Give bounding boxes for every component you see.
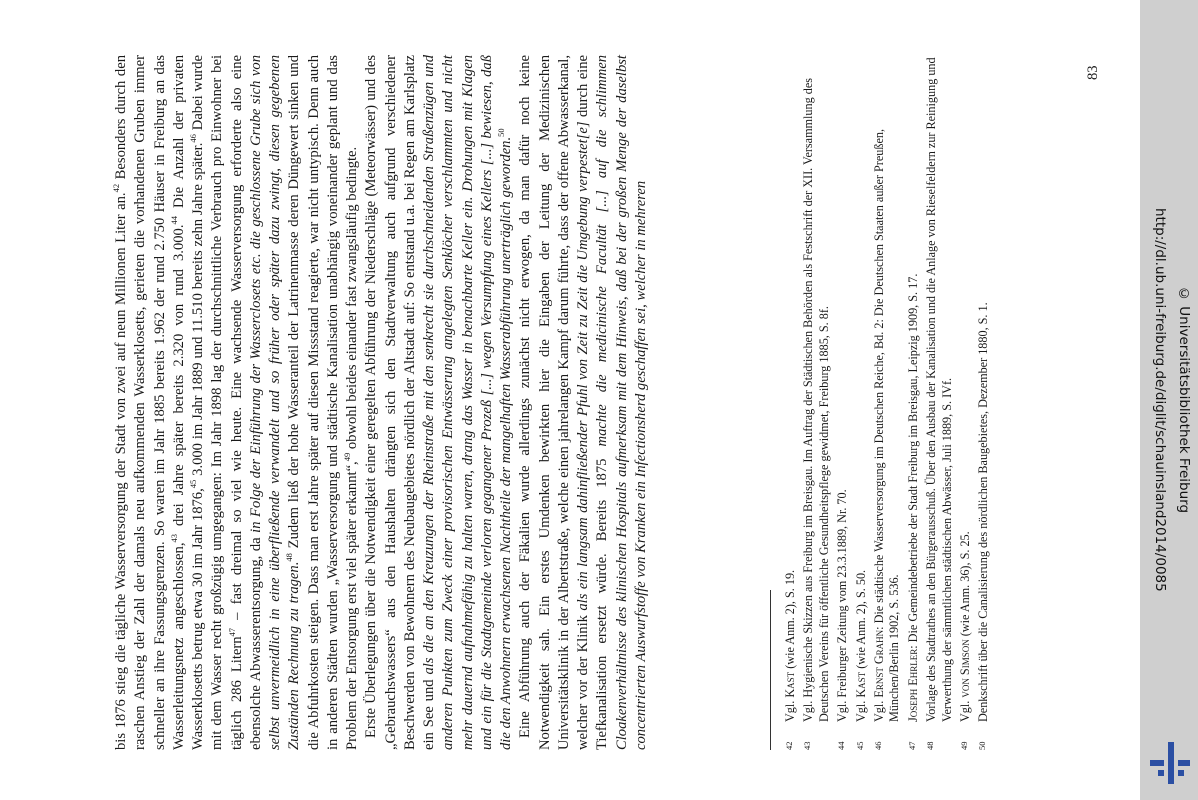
- footnote-text: Vorlage des Stadtrathes an den Bürgerausschuß. Über den Ausbau der Kanalisation und die Anlage von Rieselfeldern zur Reinigung und Verwerthung der sämmtlichen städtischen Abwässer, Juli 1889, S. IVf.: [924, 57, 954, 722]
- footnote: [835, 55, 850, 750]
- footnote-text: Vgl. Kast (wie Anm. 2), S. 50.: [853, 569, 868, 722]
- footnote-number: 43: [802, 741, 813, 750]
- footnote-reference[interactable]: 49: [342, 452, 352, 462]
- university-library-logo-icon: [1150, 742, 1190, 784]
- footnote: [801, 55, 832, 750]
- footnote-text: Vgl. Kast (wie Anm. 2), S. 19.: [783, 569, 797, 722]
- footnote-number: 45: [854, 741, 865, 750]
- footnote-reference[interactable]: 50: [496, 128, 506, 137]
- footnote-text: Joseph Ehrler: Die Gemeindebetriebe der Stadt Freiburg im Breisgau, Leipzig 1909, S. 17.: [905, 273, 920, 722]
- footnote-divider: [770, 590, 771, 750]
- footnote-number: 49: [959, 741, 970, 750]
- page-number: 83: [1085, 65, 1101, 80]
- footnote-number: 48: [925, 741, 936, 750]
- footnote-reference[interactable]: 47: [226, 627, 237, 637]
- footnote-text: Vgl. Freiburger Zeitung vom 23.3.1889, Nr. 70.: [835, 489, 850, 722]
- author-name: Kast: [783, 671, 797, 698]
- footnote-reference[interactable]: 42: [111, 183, 121, 193]
- footnote: [906, 55, 921, 750]
- footnote-number: 42: [784, 741, 794, 750]
- footnote-number: 46: [873, 741, 884, 750]
- quotation-italic: machte die medicinische Facultät [...] auf die schlimmen Cloakenverhältnisse des klinischen Hospitals aufmerksam mit dem Hinweis, daß bei der großen Menge der daselbst concentrierten Auswurfstoffe von Kranken ein Infectionsherd geschaffen sei, welcher in mehreren: [594, 54, 649, 750]
- source-url[interactable]: http://dl.ub.uni-freiburg.de/diglit/schauinsland2014/0085: [1152, 208, 1168, 592]
- paragraph-1: bis 1876 stieg die tägliche Wasserversorgung der Stadt von zwei auf neun Millionen Liter an.$^{42}$ Besonders durch den raschen Anstieg der Zahl der damals neu aufkommenden Wasserklosetts, gerieten die vorhandenen Gruben immer schneller an ihre Fassungsgrenzen. So waren im Jahr 1885 bereits 1.962 der rund 2.750 Häuser in Freiburg an das Wasserleitungsnetz angeschlossen,$^{43}$ drei Jahre später bereits 2.320 von rund 3.000.44 Die Anzahl der privaten Wasserklosetts betrug etwa 30 im Jahr 1876,45 3.000 im Jahr 1889 und 11.510 bereits zehn Jahre später.$^{46}$ Dabei wurde mit dem Wasser recht großzügig umgegangen: Im Jahr 1898 lag der durchschnittliche Verbrauch pro Einwohner bei täglich 286 Litern$^{47}$ – fast dreimal so viel wie heute. Eine wachsende Wasserversorgung erforderte also eine ebensolche Abwasserentsorgung, da in Folge der Einführung der Wasserclosets etc. die geschlossene Grube sich von selbst unvermeidlich in eine überfließende verwandelt und so früher oder später dazu zwingt, diesen gegebenen Zuständen Rechnung zu tragen.$^{48}$ Zudem ließ der hohe Wasseranteil der Latrinenmasse deren Düngewert sinken und die Abfuhrkosten steigen. Dass man erst Jahre später auf diesen Missstand reagierte, war nicht untypisch. Denn auch in anderen Städten wurden „Wasserversorgung und städtische Kanalisation unabhängig voneinander geplant und das Problem der Entsorgung erst viel später erkannt“,$^{49}$ obwohl beides einander fast zwangsläufig bedingte.: [111, 54, 360, 750]
- author-name: von Simson: [958, 639, 973, 698]
- paragraph-3: Eine Abführung auch der Fäkalien wurde allerdings zunächst nicht erwogen, da man dafür noch keine Notwendigkeit sah. Ein erstes Umdenken bewirkten hier die Eingaben der Leitung der Medizinischen Universitätsklinik in der Albertstraße, welche einen jahrelangen Kampf darum führte, dass der offene Abwasserkanal, welcher vor der Klinik als ein langsam dahinfließender Pfuhl von Zeit zu Zeit die Umgebung verpestet[e] durch eine Tiefkanalisation ersetzt würde. Bereits 1875 machte die medicinische Facultät [...] auf die schlimmen Cloakenverhältnisse des klinischen Hospitals aufmerksam mit dem Hinweis, daß bei der großen Menge der daselbst concentrierten Auswurfstoffe von Kranken ein Infectionsherd geschaffen sei, welcher in mehreren: [517, 54, 649, 750]
- footnote: [958, 55, 973, 750]
- paragraph-2: Erste Überlegungen über die Notwendigkeit einer geregelten Abführung der Niederschläge (Meteorwässer) und des „Gebrauchswassers“ aus den Haushalten drängten sich den Stadtverwaltung auch aufgrund verschiedener Beschwerden von Bewohnern des Neubaugebietes nördlich der Altstadt auf: So entstand u.a. bei Regen am Karlsplatz ein See und als die an den Kreuzungen der Rheinstraße mit den senkrecht sie durchschneidenden Straßenzügen und anderen Punkten zum Zweck einer provisorischen Entwässerung angelegten Senklöcher verschlammten und nicht mehr dauernd aufnahmefähig zu halten waren, drang das Wasser in benachbarte Keller ein. Drohungen mit Klagen und ein für die Stadtgemeinde verloren gegangener Prozeß [...] wegen Versumpfung eines Kellers [...] bewiesen, daß die den Anwohnern erwachsenen Nachtheile der mangelhaften Wasserabführung unerträglich geworden.$^{50}$: [363, 55, 514, 750]
- author-name: Ernst Grahn: [872, 629, 887, 698]
- footnote-reference[interactable]: 48: [284, 553, 295, 562]
- footnote: [854, 55, 869, 750]
- footnote-text: Vgl. von Simson (wie Anm. 36), S. 25.: [958, 531, 973, 722]
- author-name: Joseph Ehrler: [905, 648, 920, 722]
- footnote-text: Vgl. Ernst Grahn: Die städtische Wasserversorgung im Deutschen Reiche, Bd. 2: Die Deutschen Staaten außer Preußen, München/Berlin 1902, S. 536.: [872, 128, 902, 722]
- footnote-reference[interactable]: 46: [188, 134, 198, 143]
- body-text: [112, 55, 651, 750]
- footnotes: [783, 55, 995, 750]
- footnote-reference[interactable]: 44: [168, 216, 179, 225]
- footnote: [872, 55, 903, 750]
- footnote-number: 47: [906, 741, 917, 750]
- author-name: Kast: [853, 671, 868, 698]
- footnote-text: Vgl. Hygienische Skizzen aus Freiburg im Breisgau. Im Auftrag der Städtischen Behörden als Festschrift der XII. Versammlung des Deutschen Vereins für öffentliche Gesundheitspflege gewidmet, Freiburg 1885, S. 8f.: [801, 78, 831, 722]
- footnote-number: 50: [977, 741, 988, 750]
- footnote-reference[interactable]: 45: [188, 479, 198, 489]
- footnote-reference[interactable]: 43: [168, 534, 179, 543]
- footnote: [924, 55, 955, 750]
- footnote: [976, 55, 991, 750]
- copyright-notice: © Universitätsbibliothek Freiburg: [1176, 286, 1192, 514]
- footnote-text: Denkschrift über die Canalisierung des nördlichen Baugebietes, Dezember 1880, S. 1.: [976, 302, 991, 722]
- footnote-number: 44: [836, 741, 847, 750]
- footnote: [783, 55, 798, 750]
- quotation-italic: als die an den Kreuzungen der Rheinstraße mit den senkrecht sie durchschneidenden Straßenzügen und anderen Punkten zum Zweck einer provisorischen Entwässerung angelegten Senklöcher verschlammten und nicht mehr dauernd aufnahmefähig zu halten waren, drang das Wasser in benachbarte Keller ein. Drohungen mit Klagen und ein für die Stadtgemeinde verloren gegangener Prozeß [...] wegen Versumpfung eines Kellers [...] bewiesen, daß die den Anwohnern erwachsenen Nachtheile der mangelhaften Wasserabführung unerträglich geworden.: [421, 55, 514, 750]
- quotation-italic: in Folge der Einführung der Wasserclosets etc. die geschlossene Grube sich von selbst unvermeidlich in eine überfließende verwandelt und so früher oder später dazu zwingt, diesen gegebenen Zuständen Rechnung zu tragen.: [247, 55, 303, 750]
- quotation-italic: als ein langsam dahinfließender Pfuhl von Zeit zu Zeit die Umgebung verpestet[e]: [575, 121, 591, 611]
